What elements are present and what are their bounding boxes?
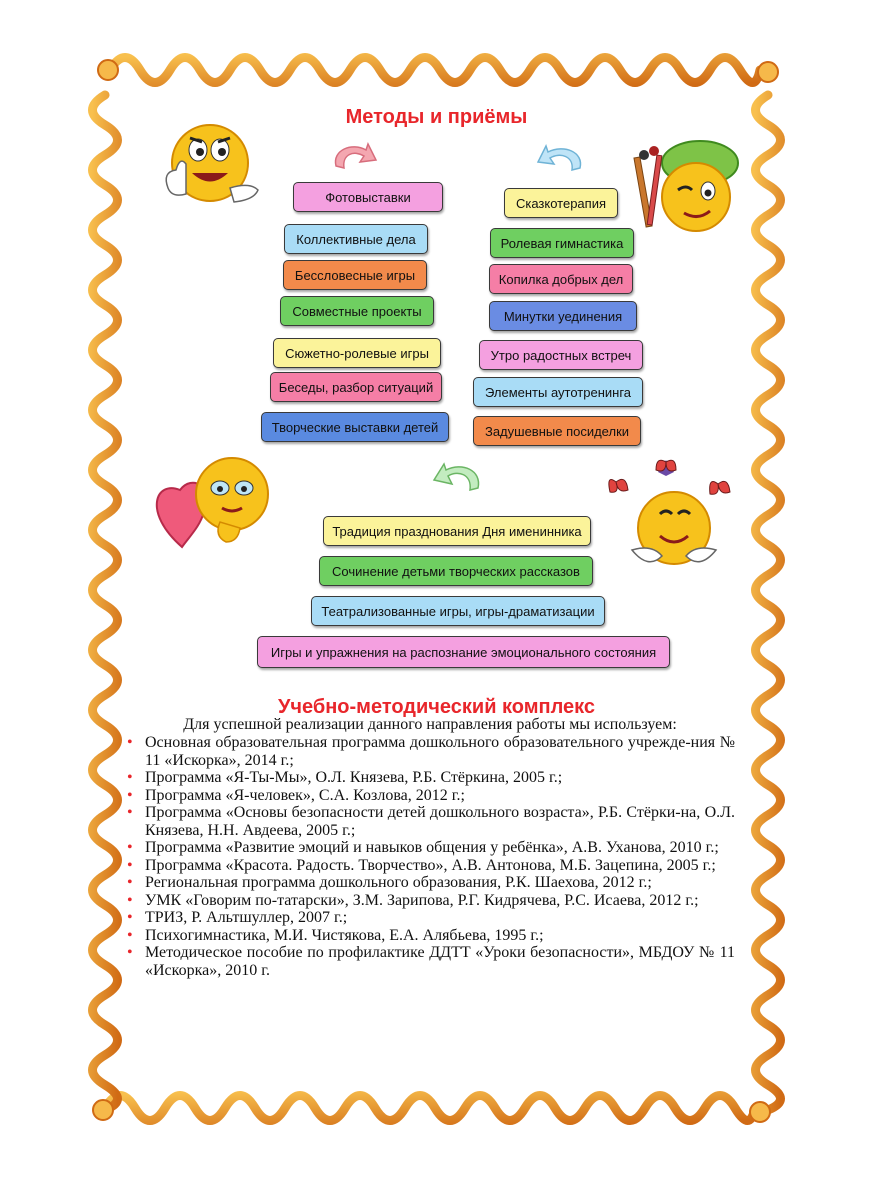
method-pill: Сочинение детьми творческих рассказов: [319, 556, 593, 586]
list-item: • Региональная программа дошкольного образования, Р.К. Шаехова, 2012 г.;: [125, 874, 735, 892]
method-pill: Творческие выставки детей: [261, 412, 449, 442]
method-pill: Театрализованные игры, игры-драматизации: [311, 596, 605, 626]
method-pill: Ролевая гимнастика: [490, 228, 634, 258]
method-pill: Задушевные посиделки: [473, 416, 641, 446]
method-pill: Минутки уединения: [489, 301, 637, 331]
curved-arrow-right-icon: [330, 138, 380, 174]
method-pill: Фотовыставки: [293, 182, 443, 212]
list-item: • Основная образовательная программа дошкольного образовательного учрежде-ния № 11 «Искорка», 2014 г.;: [125, 734, 735, 769]
list-item: • Психогимнастика, М.И. Чистякова, Е.А. Алябьева, 1995 г.;: [125, 927, 735, 945]
method-pill: Сказкотерапия: [504, 188, 618, 218]
complex-intro: Для успешной реализации данного направления работы мы используем:: [183, 716, 677, 733]
program-list: [125, 734, 735, 979]
method-pill: Бессловесные игры: [283, 260, 427, 290]
method-pill: Беседы, разбор ситуаций: [270, 372, 442, 402]
butterfly-icon: [656, 460, 676, 476]
smiley-artist-icon: [622, 135, 742, 245]
complex-title: Учебно-методический комплекс: [277, 696, 596, 718]
list-item: • Программа «Красота. Радость. Творчество», А.В. Антонова, М.Б. Зацепина, 2005 г.;: [125, 857, 735, 875]
list-item: • Программа «Я-человек», С.А. Козлова, 2012 г.;: [125, 787, 735, 805]
method-pill: Утро радостных встреч: [479, 340, 643, 370]
method-pill: Элементы аутотренинга: [473, 377, 643, 407]
methods-title: Методы и приёмы: [345, 106, 528, 128]
method-pill: Традиция празднования Дня именинника: [323, 516, 591, 546]
list-item: • Программа «Развитие эмоций и навыков общения у ребёнка», А.В. Уханова, 2010 г.;: [125, 839, 735, 857]
smiley-butterflies-icon: [606, 456, 736, 582]
list-item: • Программа «Я-Ты-Мы», О.Л. Князева, Р.Б. Стёркина, 2005 г.;: [125, 769, 735, 787]
list-item: • Программа «Основы безопасности детей дошкольного возраста», Р.Б. Стёрки-на, О.Л. Князева, Н.Н. Авдеева, 2005 г.;: [125, 804, 735, 839]
method-pill: Коллективные дела: [284, 224, 428, 254]
smiley-heart-icon: [152, 452, 272, 552]
method-pill: Сюжетно-ролевые игры: [273, 338, 441, 368]
list-item: • Методическое пособие по профилактике ДДТТ «Уроки безопасности», МБДОУ № 11 «Искорка», 2010 г.: [125, 944, 735, 979]
method-pill: Игры и упражнения на распознание эмоционального состояния: [257, 636, 670, 668]
curved-arrow-left-green-icon: [428, 458, 484, 496]
list-item: • ТРИЗ, Р. Альтшуллер, 2007 г.;: [125, 909, 735, 927]
method-pill: Копилка добрых дел: [489, 264, 633, 294]
list-item: • УМК «Говорим по-татарски», З.М. Зарипова, Р.Г. Кидрячева, Р.С. Исаева, 2012 г.;: [125, 892, 735, 910]
smiley-thumbs-up-icon: [160, 118, 265, 233]
curved-arrow-left-icon: [532, 140, 586, 176]
method-pill: Совместные проекты: [280, 296, 434, 326]
